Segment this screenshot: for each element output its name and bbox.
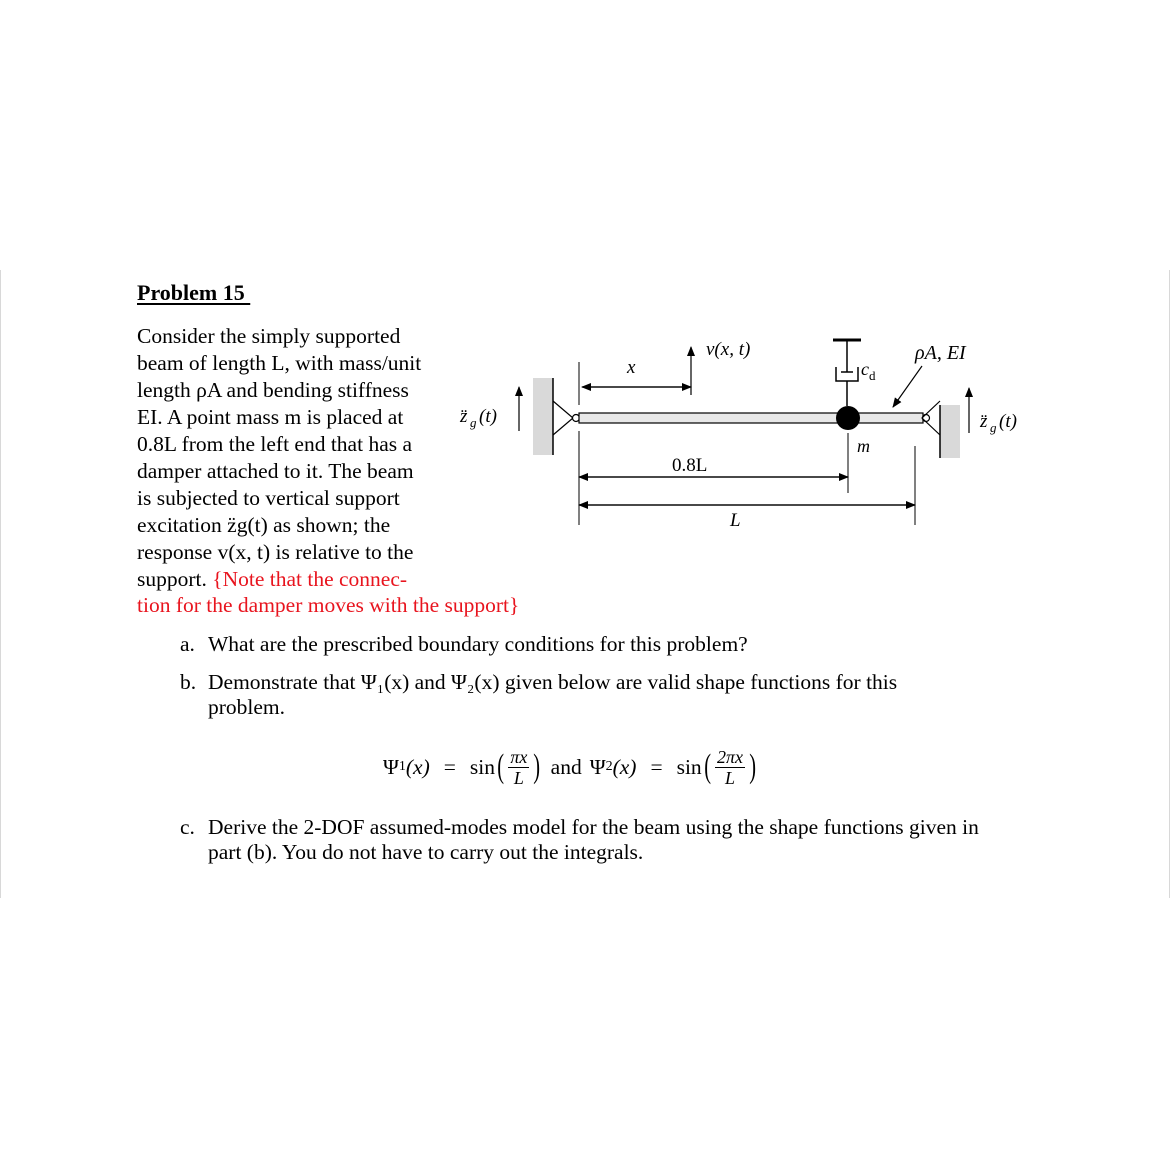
left-wall	[533, 378, 553, 455]
zg-left-sub: g	[470, 415, 477, 430]
intro-line	[137, 566, 446, 593]
problem-title: Problem 15	[137, 280, 251, 305]
zg-right-sub: g	[990, 420, 997, 435]
part-a-text: What are the prescribed boundary conditions for this problem?	[208, 632, 748, 656]
zg-left-arg: (t)	[479, 406, 497, 427]
intro-line: 0.8L from the left end that has a	[137, 432, 413, 456]
intro-note-end: tion for the damper moves with the support}	[137, 593, 520, 617]
intro-support: support.	[137, 567, 207, 591]
intro-line: EI. A point mass m is placed at	[137, 405, 404, 429]
psi2-symbol: Ψ	[589, 754, 606, 779]
eq-sign-2: =	[650, 754, 663, 779]
zg-left-label: z̈	[460, 406, 468, 427]
zg-right-arg: (t)	[999, 411, 1017, 432]
fraction-2	[715, 747, 745, 788]
damper-label-sub: d	[869, 368, 876, 383]
mass-label: m	[857, 436, 870, 456]
zg-right-label: z̈	[980, 411, 988, 432]
intro-line: length ρA and bending stiffness	[137, 378, 409, 402]
damper-label: c	[861, 359, 869, 379]
shape-function-equation	[383, 742, 758, 792]
intro-line: excitation z̈g(t) as shown; the	[137, 513, 391, 537]
problem-intro	[137, 323, 446, 593]
part-b-label: b.	[180, 670, 197, 694]
paren-close-1: )	[533, 748, 541, 785]
paren-open-2: (	[703, 748, 711, 785]
part-b-text-2: problem.	[208, 695, 286, 719]
psi2-sub: 2	[605, 759, 613, 774]
intro-line: damper attached to it. The beam	[137, 459, 414, 483]
point-mass	[836, 406, 860, 430]
rhoA-EI-label: ρA, EI	[915, 342, 966, 364]
paren-open-1: (	[497, 748, 505, 785]
part-c-text-2: part (b). You do not have to carry out the integrals.	[208, 840, 644, 864]
right-wall	[940, 405, 960, 458]
part-c-label: c.	[180, 815, 195, 839]
fraction-1-den: L	[513, 767, 524, 788]
part-c-text: Derive the 2-DOF assumed-modes model for the beam using the shape functions given in	[208, 815, 979, 839]
dim-L-label: L	[730, 510, 741, 531]
left-pin-support	[553, 401, 573, 435]
intro-line: response v(x, t) is relative to the	[137, 540, 414, 564]
fraction-1	[508, 747, 529, 788]
x-label: x	[627, 357, 636, 378]
intro-note: {Note that the connec-	[212, 567, 408, 591]
dim-08L-label: 0.8L	[672, 455, 708, 476]
psi1-arg: (x)	[405, 754, 430, 779]
sin-1: sin	[469, 754, 495, 779]
eq-and: and	[550, 754, 582, 779]
beam-diagram	[455, 325, 1045, 535]
part-a-label: a.	[180, 632, 195, 656]
intro-line: is subjected to vertical support	[137, 486, 400, 510]
fraction-2-num: 2πx	[717, 746, 744, 767]
psi1-symbol: Ψ	[383, 754, 399, 779]
part-b-text: Demonstrate that Ψ₁(x) and Ψ₂(x) given below are valid shape functions for this	[208, 670, 898, 694]
intro-line: beam of length L, with mass/unit	[137, 351, 422, 375]
intro-line: Consider the simply supported	[137, 324, 401, 348]
fraction-1-num: πx	[510, 746, 528, 767]
psi2-arg: (x)	[612, 754, 637, 779]
v-label: v(x, t)	[706, 339, 751, 360]
psi1-sub: 1	[398, 759, 406, 774]
rhoA-leader	[893, 366, 922, 407]
beam	[579, 413, 923, 423]
fraction-2-den: L	[725, 767, 736, 788]
eq-sign-1: =	[443, 754, 456, 779]
right-pin	[923, 415, 930, 422]
paren-close-2: )	[749, 748, 757, 785]
sin-2: sin	[676, 754, 702, 779]
